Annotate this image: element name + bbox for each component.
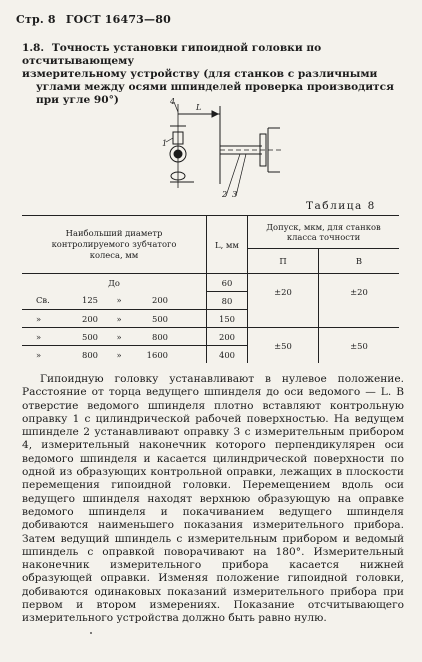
clause-title-line2: измерительному устройству (для станков с различными углами между осями шпинделей проверка производится при угле 90°) [22, 68, 394, 106]
L-cell: 80 [207, 292, 248, 310]
class-v-header: В [319, 249, 400, 274]
label-3: 3 [232, 190, 238, 198]
label-L: L [196, 103, 202, 112]
tolerance-table [22, 215, 399, 363]
table-row [22, 310, 399, 328]
L-cell: 150 [207, 310, 248, 328]
page-number: Стр. 8 [16, 13, 56, 26]
page-header [16, 13, 171, 26]
col-tolerance-header: Допуск, мкм, для станков класса точности [248, 216, 400, 249]
L-cell: 60 [207, 274, 248, 292]
dial-center [174, 150, 182, 158]
tol-v-cell: ±20 [350, 286, 368, 297]
diameter-cell: » 800 » 1600 [22, 346, 207, 364]
diameter-cell: » 200 » 500 [22, 310, 207, 328]
tol-p-cell: ±50 [248, 328, 319, 364]
body-text [22, 373, 404, 626]
diameter-cell: Св. 125 » 200 [22, 292, 207, 310]
table-row [22, 328, 399, 346]
table-caption: Таблица 8 [306, 200, 376, 212]
col-diameter-header: Наибольший диаметр контролируемого зубчатого колеса, мм [22, 216, 207, 274]
label-2: 2 [222, 190, 228, 198]
tol-p-cell: ±20 [248, 274, 319, 310]
measurement-diagram [160, 98, 290, 198]
standard-code: ГОСТ 16473—80 [65, 13, 171, 26]
leader-3 [236, 154, 246, 196]
tol-v-cell: ±50 [350, 340, 368, 351]
L-cell: 400 [207, 346, 248, 364]
clause-number: 1.8. [22, 42, 45, 54]
label-1: 1 [162, 139, 168, 148]
arrow-head-icon [212, 111, 218, 117]
diameter-cell: До [22, 274, 207, 292]
table-row [22, 274, 399, 292]
L-cell: 200 [207, 328, 248, 346]
col-L-header: L, мм [207, 216, 248, 274]
label-4: 4 [170, 98, 176, 106]
clause-title-line1: Точность установки гипоидной головки по отсчитывающему [22, 42, 322, 67]
paragraph: Гипоидную головку устанавливают в нулевое положение. Расстояние от торца ведущего шпинделя до оси ведомого — L. В отверстие ведомого шпинделя плотно вставляют контрольную оправку 1 с цилиндрической рабочей поверхностью. На ведущем шпинделе 2 устанавливают оправку 3 с измерительным прибором 4, измерительный наконечник которого перпендикулярен оси ведомого шпинделя и касается цилиндрической поверхности по одной из образующих контрольной оправки, лежащих в плоскости перемещения гипоидной головки. Перемещением вдоль оси ведущего шпинделя находят верхнюю образующую на оправке ведомого шпинделя и покачиванием ведущего шпинделя добиваются наименьшего показания измерительного прибора. Затем ведущий шпиндель с измерительным прибором и ведомый шпиндель с оправкой поворачивают на 180°. Измерительный наконечник измерительного прибора касается нижней образующей оправки. Изменяя положение гипоидной головки, добиваются одинаковых показаний измерительного прибора при первом и втором измерениях. Показание отсчитывающего измерительного устройства должно быть равно нулю. [22, 373, 404, 625]
class-p-header: П [248, 249, 319, 274]
scan-dot [90, 632, 92, 634]
diameter-cell: » 500 » 800 [22, 328, 207, 346]
